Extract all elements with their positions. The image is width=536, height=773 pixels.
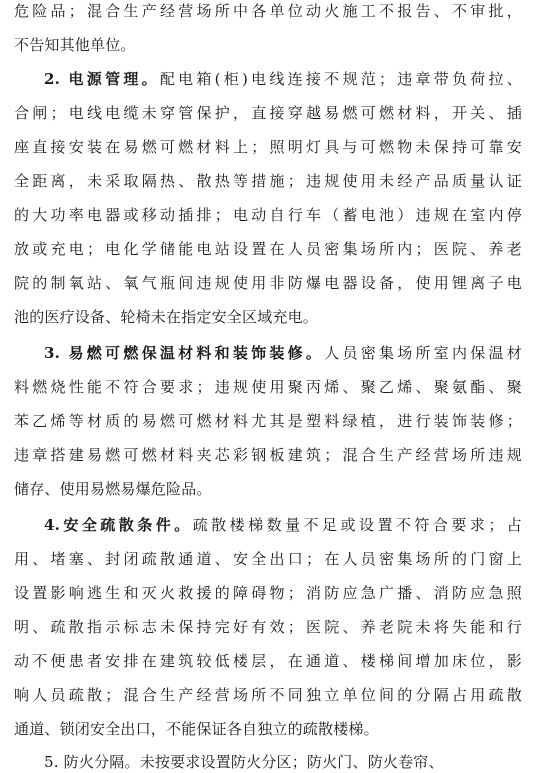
paragraph-3-line-2: 料燃烧性能不符合要求；违规使用聚丙烯、聚乙烯、聚氨酯、聚 [14,378,522,396]
section-heading-power: 2. 电源管理。 [44,70,160,88]
paragraph-4-line-3: 设置影响逃生和灭火救援的障碍物；消防应急广播、消防应急照 [14,584,522,602]
paragraph-3-line-1 [44,342,522,364]
paragraph-2-line-7: 院的制氧站、氧气瓶间违规使用非防爆电器设备，使用锂离子电 [14,274,522,292]
paragraph-3-line-5: 储存、使用易燃易爆危险品。 [14,480,212,498]
paragraph-2-text: 配电箱(柜)电线连接不规范；违章带负荷拉、 [159,70,522,88]
paragraph-3-text: 人员密集场所室内保温材 [324,344,522,362]
paragraph-2-line-1 [44,68,522,90]
section-heading-materials: 3. 易燃可燃保温材料和装饰装修。 [44,344,325,362]
paragraph-4-line-5: 动不便患者安排在建筑较低楼层，在通道、楼梯间增加床位，影 [14,652,522,670]
paragraph-4-text: 疏散楼梯数量不足或设置不符合要求；占 [192,516,522,534]
paragraph-3-line-3: 苯乙烯等材质的易燃可燃材料尤其是塑料绿植，进行装饰装修； [14,412,522,430]
paragraph-2-line-4: 全距离，未采取隔热、散热等措施；违规使用未经产品质量认证 [14,172,522,190]
paragraph-3-line-4: 违章搭建易燃可燃材料夹芯彩钢板建筑；混合生产经营场所违规 [14,446,522,464]
paragraph-2-line-8: 池的医疗设备、轮椅未在指定安全区域充电。 [14,308,319,326]
paragraph-2-line-3: 座直接安装在易燃可燃材料上；照明灯具与可燃物未保持可靠安 [14,138,522,156]
paragraph-5-text: 未按要求设置防火分区；防火门、防火卷帘、 [139,753,444,771]
paragraph-2-line-2: 合闸；电线电缆未穿管保护，直接穿越易燃可燃材料，开关、插 [14,104,522,122]
paragraph-2-line-5: 的大功率电器或移动插排；电动自行车（蓄电池）违规在室内停 [14,206,522,224]
paragraph-4-line-4: 明、疏散指示标志未保持完好有效；医院、养老院未将失能和行 [14,618,522,636]
paragraph-4-line-7: 通道、锁闭安全出口，不能保证各自独立的疏散楼梯。 [14,720,379,738]
paragraph-1-line-1: 危险品；混合生产经营场所中各单位动火施工不报告、不审批， [14,2,522,20]
paragraph-2-line-6: 放或充电；电化学储能电站设置在人员密集场所内；医院、养老 [14,240,522,258]
section-heading-evacuation: 4.安全疏散条件。 [44,516,193,534]
paragraph-4-line-6: 响人员疏散；混合生产经营场所不同独立单位间的分隔占用疏散 [14,686,522,704]
section-heading-fire-separation: 5. 防火分隔。 [44,753,140,771]
paragraph-5-line-1 [44,751,522,773]
paragraph-1-line-2: 不告知其他单位。 [14,36,136,54]
paragraph-4-line-1 [44,514,522,536]
paragraph-4-line-2: 用、堵塞、封闭疏散通道、安全出口；在人员密集场所的门窗上 [14,550,522,568]
